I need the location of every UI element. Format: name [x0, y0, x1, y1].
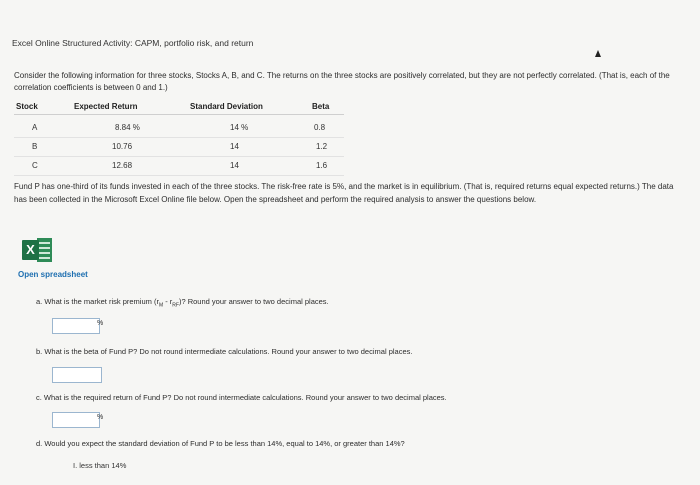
percent-unit: % — [97, 320, 104, 327]
intro-text: Consider the following information for three stocks, Stocks A, B, and C. The returns on the three stocks are positively correlated, but they are not perfectly correlated. (That is, each of the correlation coefficients is between 0 and 1.) — [14, 71, 670, 92]
table-header-divider — [14, 114, 344, 115]
header-expected-return: Expected Return — [74, 102, 138, 111]
excel-icon[interactable] — [22, 238, 52, 262]
header-stock: Stock — [16, 102, 38, 111]
excel-grid-icon — [37, 238, 52, 262]
cell-beta: 0.8 — [314, 123, 326, 132]
open-spreadsheet-link[interactable]: Open spreadsheet — [18, 270, 88, 279]
std-dev-selected-answer[interactable]: I. less than 14% — [73, 461, 127, 470]
cell-beta: 1.6 — [316, 161, 328, 170]
question-b: b. What is the beta of Fund P? Do not round intermediate calculations. Round your answer to two decimal places. — [36, 347, 413, 356]
cell-expected-return: 10.76 — [112, 142, 133, 151]
table-row — [14, 138, 344, 157]
excel-x-icon: X — [22, 240, 39, 260]
fund-description: Fund P has one-third of its funds invested in each of the three stocks. The risk-free rate is 5%, and the market is in equilibrium. (That is, required returns equal expected returns.) The data has been collected in the Microsoft Excel Online file below. Open the spreadsheet and perform the required analysis to answer the questions below. — [14, 182, 674, 204]
cell-standard-deviation: 14 — [230, 142, 239, 151]
row-divider — [14, 175, 344, 176]
cell-expected-return: 12.68 — [112, 161, 133, 170]
question-c: c. What is the required return of Fund P? Do not round intermediate calculations. Round your answer to two decimal places. — [36, 393, 447, 402]
cell-standard-deviation: 14 % — [230, 123, 249, 132]
required-return-input[interactable] — [52, 412, 100, 428]
mouse-cursor-icon — [595, 50, 601, 57]
table-row — [14, 119, 344, 138]
question-d: d. Would you expect the standard deviation of Fund P to be less than 14%, equal to 14%, or greater than 14%? — [36, 439, 405, 448]
table-row — [14, 157, 344, 176]
fund-beta-input[interactable] — [52, 367, 102, 383]
cell-stock: B — [32, 142, 38, 151]
activity-title: Excel Online Structured Activity: CAPM, portfolio risk, and return — [12, 38, 254, 48]
cell-stock: C — [32, 161, 38, 170]
question-a: a. What is the market risk premium $(r_M - r_{RF})$? Round your answer to two decimal places. — [36, 297, 329, 309]
cell-stock: A — [32, 123, 38, 132]
cell-standard-deviation: 14 — [230, 161, 239, 170]
cell-expected-return: 8.84 % — [115, 123, 140, 132]
header-beta: Beta — [312, 102, 330, 111]
header-standard-deviation: Standard Deviation — [190, 102, 263, 111]
cell-beta: 1.2 — [316, 142, 328, 151]
market-risk-premium-input[interactable] — [52, 318, 100, 334]
percent-unit: % — [97, 414, 104, 421]
